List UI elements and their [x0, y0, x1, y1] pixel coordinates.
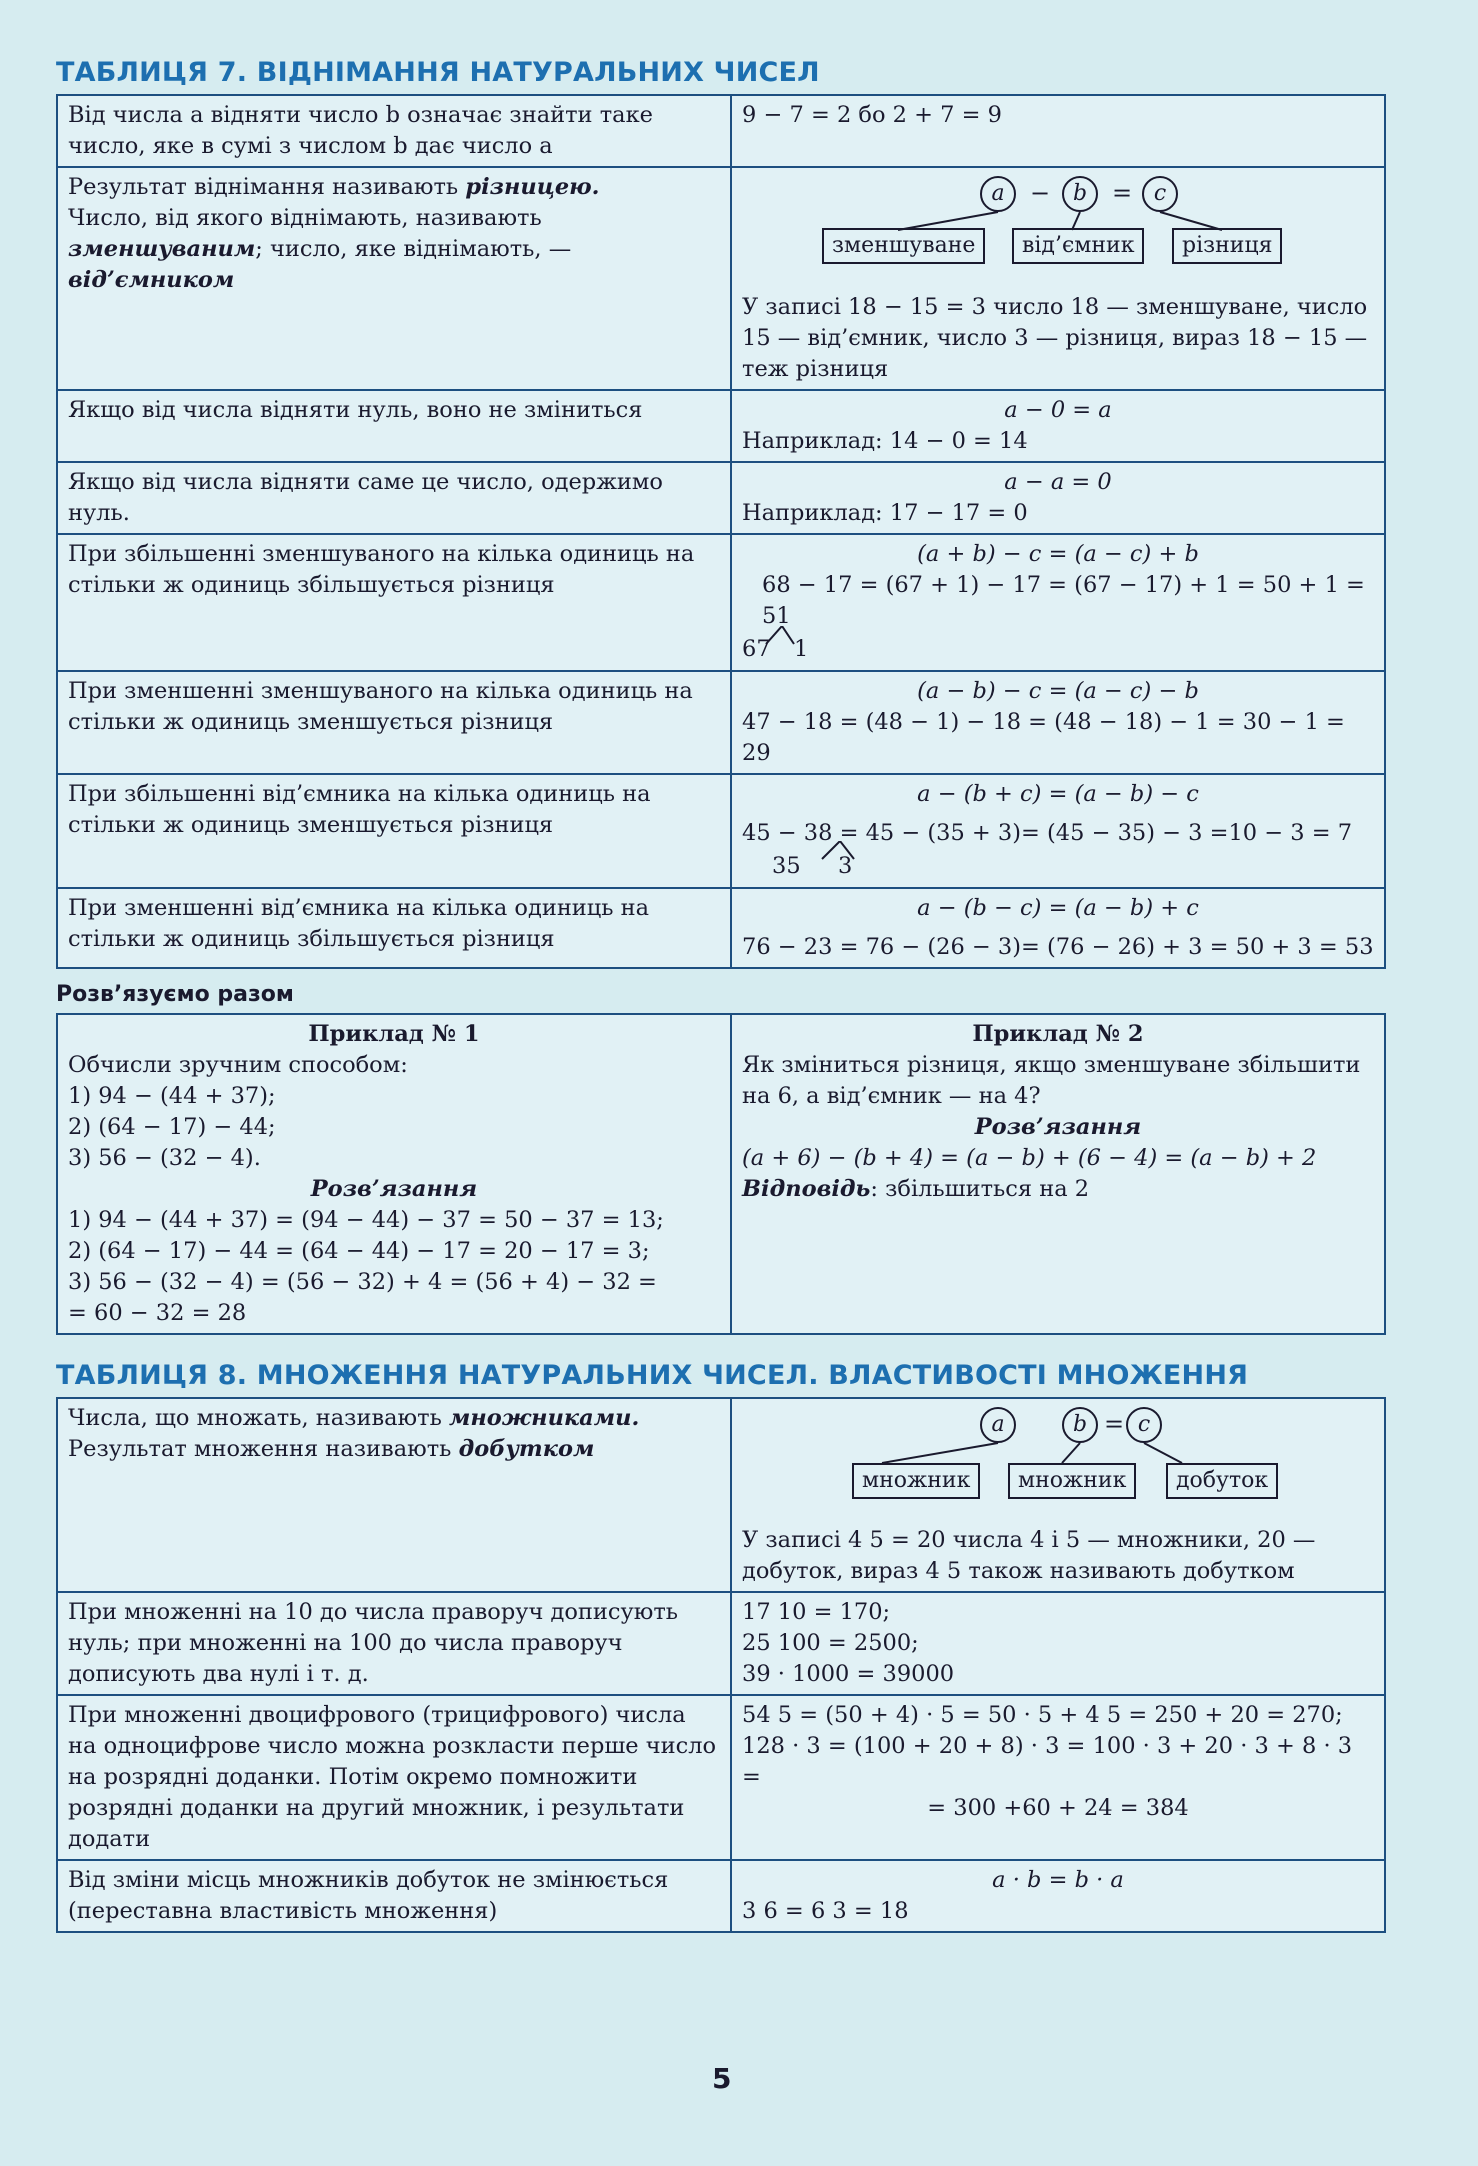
formula: (a + b) − c = (a − c) + b: [917, 541, 1199, 567]
table-row: [57, 95, 1385, 167]
rule-text: При зменшенні від’ємника на кілька одиниць на стільки ж одиниць збільшується різниця: [57, 888, 731, 968]
table-row: При множенні на 10 до числа праворуч дописують нуль; при множенні на 100 до числа праворуч дописують два нулі і т. д. 17 10 = 170; 25 100 = 2500; 39 · 1000 = 39000: [57, 1592, 1385, 1695]
label-subtrahend: від’ємник: [1012, 228, 1144, 264]
table8: [56, 1397, 1386, 1933]
table7: [56, 94, 1386, 969]
example-text: У записі 4 5 = 20 числа 4 і 5 — множники, 20 — добуток, вираз 4 5 також називають добутком: [742, 1527, 1316, 1584]
example-text: 3 6 = 6 3 = 18: [742, 1898, 909, 1924]
example-1: Приклад № 1 Обчисли зручним способом: 1) 94 − (44 + 37); 2) (64 − 17) − 44; 3) 56 − (32 − 4). Розв’язання 1) 94 − (44 + 37) = (94 − 44) − 37 = 50 − 37 = 13; 2) (64 − 17) − 44 = (64 − 44) − 17 = 20 − 17 = 3; 3) 56 − (32 − 4) = (56 − 32) + 4 = (56 + 4) − 32 = = 60 − 32 = 28: [57, 1014, 731, 1334]
table-row: [57, 1398, 1385, 1592]
circle-a: a: [980, 176, 1016, 212]
page-number: 5: [712, 2062, 732, 2095]
formula: (a − b) − c = (a − c) − b: [917, 678, 1199, 704]
rule-text: При збільшенні зменшуваного на кілька одиниць на стільки ж одиниць збільшується різниця: [57, 534, 731, 671]
rule-text: При множенні на 10 до числа праворуч дописують нуль; при множенні на 100 до числа праворуч дописують два нулі і т. д.: [57, 1592, 731, 1695]
example-text: 9 − 7 = 2 бо 2 + 7 = 9: [731, 95, 1385, 167]
table-row: [57, 390, 1385, 462]
table-row: При множенні двоцифрового (трицифрового) числа на одноцифрове число можна розкласти перше число на розрядні доданки. Потім окремо помножити розрядні доданки на другий множник, і результати додати 54 5 = (50 + 4) · 5 = 50 · 5 + 4 5 = 250 + 20 = 270; 128 · 3 = (100 + 20 + 8) · 3 = 100 · 3 + 20 · 3 + 8 · 3 = = 300 +60 + 24 = 384: [57, 1695, 1385, 1860]
formula: a − a = 0: [1004, 469, 1112, 495]
table-row: [57, 774, 1385, 888]
example-text: У записі 18 − 15 = 3 число 18 — зменшуване, число 15 — від’ємник, число 3 — різниця, вираз 18 − 15 — теж різниця: [742, 294, 1368, 382]
decomposition: 35 3: [742, 849, 1374, 883]
rule-text: Результат віднімання називають різницею. Число, від якого віднімають, називають зменшуваним; число, яке віднімають, — від’ємником: [57, 167, 731, 390]
rule-text: Якщо від числа відняти нуль, воно не зміниться: [57, 390, 731, 462]
page: [56, 52, 1386, 1933]
table8-title: ТАБЛИЦЯ 8. МНОЖЕННЯ НАТУРАЛЬНИХ ЧИСЕЛ. ВЛАСТИВОСТІ МНОЖЕННЯ: [56, 1360, 1249, 1391]
example-text: Наприклад: 14 − 0 = 14: [742, 428, 1028, 454]
example-text: 47 − 18 = (48 − 1) − 18 = (48 − 18) − 1 = 30 − 1 = 29: [742, 709, 1345, 766]
subtraction-diagram: a − b = c зменшуване від’ємник різниця: [742, 172, 1374, 276]
example-2: Приклад № 2 Як зміниться різниця, якщо зменшуване збільшити на 6, а від’ємник — на 4? Розв’язання (a + 6) − (b + 4) = (a − b) + (6 − 4) = (a − b) + 2 Відповідь: збільшиться на 2: [731, 1014, 1385, 1334]
rule-text: Від зміни місць множників добуток не змінюється (переставна властивість множення): [57, 1860, 731, 1932]
rule-text: Від числа a відняти число b означає знайти таке число, яке в сумі з числом b дає число a: [57, 95, 731, 167]
example-text: 45 − 38 = 45 − (35 + 3)= (45 − 35) − 3 =10 − 3 = 7: [742, 820, 1353, 846]
example-cell: [731, 167, 1385, 390]
rule-text: При зменшенні зменшуваного на кілька одиниць на стільки ж одиниць зменшується різниця: [57, 671, 731, 774]
table-row: [57, 888, 1385, 968]
table-row: [57, 534, 1385, 671]
label-minuend: зменшуване: [822, 228, 985, 264]
multiplication-diagram: a b = c множник множник добуток: [742, 1403, 1374, 1507]
table-row: [57, 1860, 1385, 1932]
circle-c: c: [1142, 176, 1178, 212]
diagram-lines: [742, 172, 1382, 232]
formula: a − 0 = a: [1004, 397, 1112, 423]
example-text: 68 − 17 = (67 + 1) − 17 = (67 − 17) + 1 = 50 + 1 = 51: [762, 572, 1365, 629]
example-text: Наприклад: 17 − 17 = 0: [742, 500, 1028, 526]
example-text: 76 − 23 = 76 − (26 − 3)= (76 − 26) + 3 = 50 + 3 = 53: [742, 934, 1374, 960]
examples-table: [56, 1013, 1386, 1335]
table-row: [57, 462, 1385, 534]
formula: a · b = b · a: [992, 1867, 1124, 1893]
rule-text: Якщо від числа відняти саме це число, одержимо нуль.: [57, 462, 731, 534]
formula: a − (b + c) = (a − b) − c: [917, 781, 1199, 807]
circle-b: b: [1062, 176, 1098, 212]
table-row: [57, 671, 1385, 774]
rule-text: При множенні двоцифрового (трицифрового) числа на одноцифрове число можна розкласти перше число на розрядні доданки. Потім окремо помножити розрядні доданки на другий множник, і результати додати: [57, 1695, 731, 1860]
table-row: [57, 167, 1385, 390]
table7-title: ТАБЛИЦЯ 7. ВІДНІМАННЯ НАТУРАЛЬНИХ ЧИСЕЛ: [56, 57, 820, 88]
section-title: Розв’язуємо разом: [56, 982, 294, 1007]
rule-text: Числа, що множать, називають множниками. Результат множення називають добутком: [57, 1398, 731, 1592]
rule-text: При збільшенні від’ємника на кілька одиниць на стільки ж одиниць зменшується різниця: [57, 774, 731, 888]
label-difference: різниця: [1172, 228, 1282, 264]
formula: a − (b − c) = (a − b) + c: [917, 895, 1199, 921]
decomposition: 67 1: [742, 632, 1374, 666]
